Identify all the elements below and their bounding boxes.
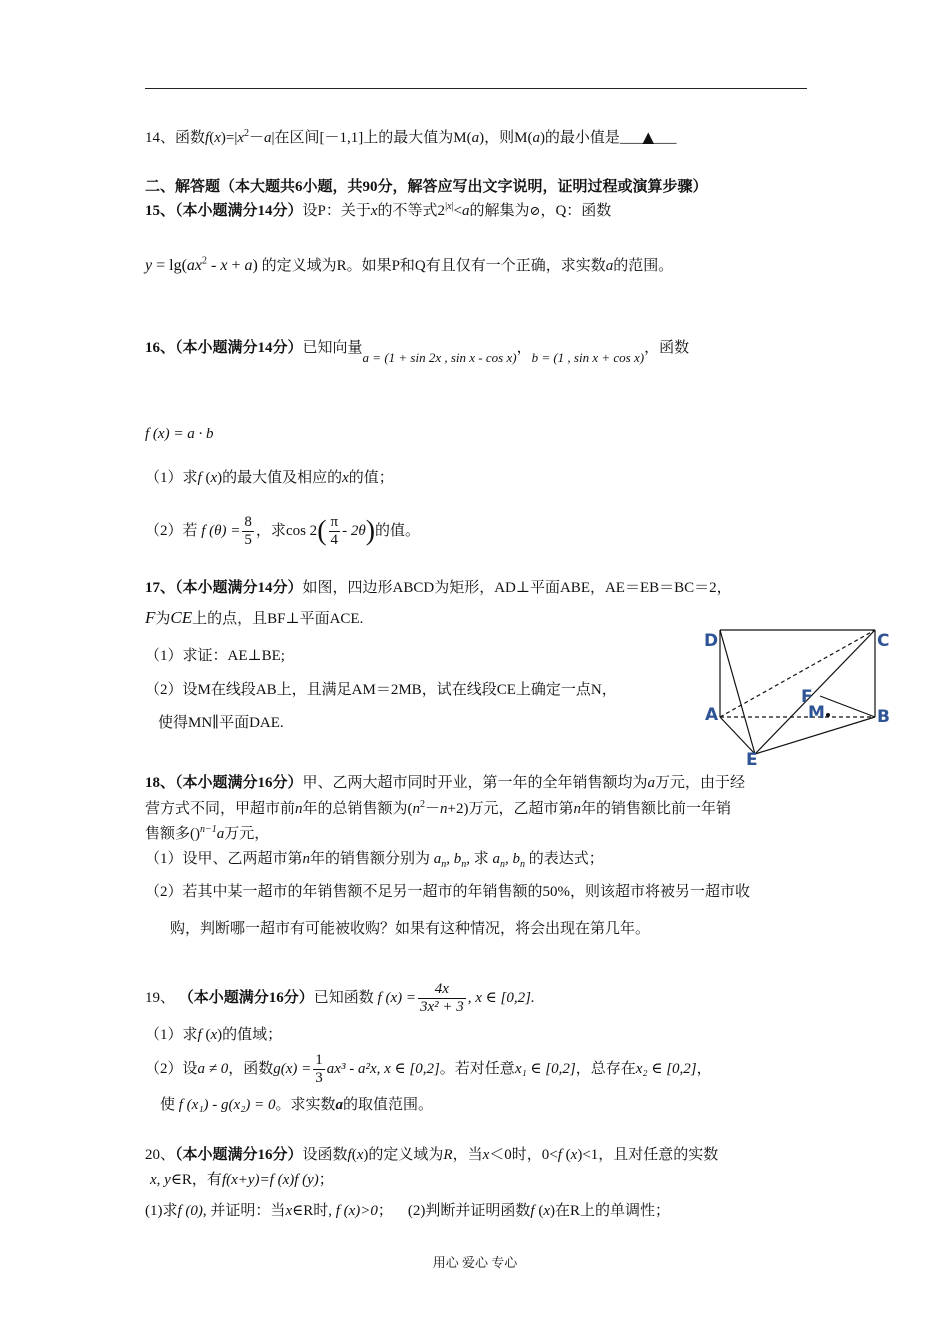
q19-gx: g(x) = [273, 1061, 312, 1077]
question-17 [145, 578, 732, 598]
q19-fx: f (x) = [377, 990, 416, 1006]
answer-blank-right: ___ [653, 130, 677, 146]
q18-p1-text: （1）设甲、乙两超市第 [145, 851, 303, 867]
q17-part1: （1）求证：AE⊥BE; [145, 648, 285, 664]
q15-line2-text-c: 的范围。 [613, 258, 674, 274]
q16-text: 已知向量 [302, 340, 363, 356]
answer-blank-left: ___ [619, 130, 643, 146]
q18-text: 甲、乙两大超市同时开业，第一年的全年销售额均为 [302, 775, 648, 791]
geometry-figure [700, 622, 900, 772]
q16-p1-text-b: 的最大值及相应的 [222, 470, 343, 486]
q16-p2-text-b: ，求 [255, 523, 286, 539]
vector-b: b = (1 , sin x + cos x) [531, 350, 645, 365]
q19-equation: f (x₁) - g(x₂) = 0 [178, 1097, 276, 1113]
q17-part2: （2）设M在线段AB上，且满足AM＝2MB，试在线段CE上确定一点N， [145, 682, 617, 698]
q16-part2: （2）若 f (θ) = $\frac{8}{5}$ ，求cos 2( $\frac{\pi}{4}$ - 2θ)的值。 [145, 514, 421, 549]
q17-f: F [145, 608, 156, 627]
fig-label-d: D [704, 631, 719, 651]
q19-part2-cont: 使 f (x₁) - g(x₂) = 0。求实数a的取值范围。 [160, 1097, 434, 1113]
fig-label-c: C [877, 631, 890, 651]
question-18: 18、（本小题满分16分）甲、乙两大超市同时开业，第一年的全年销售额均为a万元，由于经 [145, 775, 746, 791]
q20-p1-text-c: , 并证明：当 [202, 1203, 286, 1219]
q16-pi: π [330, 514, 339, 531]
q19-text: 已知函数 [313, 990, 374, 1006]
q15-text-b: 的不等式2 [377, 203, 446, 219]
q20-p2-text: (2)判断并证明函数 [407, 1203, 531, 1219]
q19-p2-text-e: ， [696, 1061, 712, 1077]
triangle-icon: ▲ [642, 128, 654, 146]
q14-text-d: )的最小值是 [539, 130, 620, 146]
q16-cos: cos 2 [285, 523, 318, 539]
q19-fraction [418, 981, 466, 1016]
fig-label-b: B [877, 707, 890, 727]
q19-numerator: 4x [418, 981, 466, 999]
q17-text: 如图，四边形ABCD为矩形，AD⊥平面ABE，AE＝EB＝BC＝2， [302, 580, 732, 596]
q20-f0: f (0) [177, 1203, 203, 1219]
q20-fx-positive: f (x)>0 [335, 1203, 378, 1219]
q16-function-def: f (x) = a · b [145, 426, 214, 442]
q18-part2: （2）若其中某一超市的年销售额不足另一超市的年销售额的50%，则该超市将被另一超市收 [145, 884, 750, 900]
q20-xy: x, y [150, 1172, 171, 1188]
q15-text-c: < [453, 203, 463, 219]
q17-line2-text-d: 上的点，且BF⊥平面ACE. [192, 611, 364, 627]
q20-equation: f(x+y)=f (x)f (y) [221, 1172, 319, 1188]
q18-line2-text-d: +2)万元，乙超市第 [447, 801, 574, 817]
q19-gx-rest: ax³ - a²x, x ∈ [0,2] [326, 1061, 440, 1077]
question-17-line2 [145, 608, 363, 629]
fig-label-m: M [808, 703, 825, 723]
q19-x2: x₂ ∈ [0,2] [635, 1061, 697, 1077]
q17-score: （本小题满分14分） [175, 580, 303, 596]
q19-part2 [145, 1050, 712, 1088]
q20-text-e: <1，且对任意的实数 [582, 1147, 719, 1163]
q15-text: 设P：关于 [302, 203, 371, 219]
question-20-line2 [150, 1170, 334, 1190]
q19-p2-text: （2）设 [145, 1061, 198, 1077]
q18-exponent: n−1 [200, 824, 217, 835]
question-16 [145, 338, 690, 365]
q19-x1: x₁ ∈ [0,2] [514, 1061, 576, 1077]
q15-text-d: 的解集为 [469, 203, 530, 219]
q19-one: 1 [315, 1052, 323, 1069]
q20-text-d: ＜0时，0< [489, 1147, 558, 1163]
q20-number: 20、 [145, 1147, 176, 1163]
q16-frac-num: 8 [244, 514, 252, 531]
fig-label-f: F [801, 687, 813, 707]
q18-p1-text-d: 的表达式； [528, 851, 604, 867]
q14-text: 14、函数 [145, 130, 206, 146]
q20-text: 设函数 [302, 1147, 348, 1163]
q15-line2-text: 的定义域为R。如果P和Q有且仅有一个正确，求实数 [261, 258, 606, 274]
q20-line2-text-d: ； [318, 1172, 334, 1188]
q20-p1-text-d: ∈R时, [292, 1203, 332, 1219]
q20-text-b: 的定义域为 [368, 1147, 444, 1163]
q14-text-c: )，则M( [479, 130, 533, 146]
q18-part1: （1）设甲、乙两超市第n年的销售额分别为 $a_n$, $b_n$, 求 $a_n$, $b_n$ 的表达式； [145, 851, 604, 870]
q16-minus-2theta: - 2θ [342, 523, 366, 539]
q17-ce: CE [170, 608, 193, 627]
q18-line2-text-e: 年的销售额比前一年销 [581, 801, 732, 817]
q14-text-b: 在区间[－1,1]上的最大值为M( [274, 130, 472, 146]
q16-p2-text-c: 的值。 [375, 523, 421, 539]
q19-p2-text-b: ，函数 [228, 1061, 274, 1077]
q20-parts: (1)求f (0), 并证明：当x∈R时, f (x)>0； (2)判断并证明函数f (x)在R上的单调性； [145, 1203, 671, 1219]
q19-line2-text-c: 的取值范围。 [343, 1097, 434, 1113]
q19-number: 19、 [145, 990, 176, 1006]
q18-text-b: 万元，由于经 [655, 775, 746, 791]
q17-line2-text: 为 [155, 611, 171, 627]
q19-p1-text-b: 的值域； [222, 1027, 283, 1043]
q15-score: （本小题满分14分） [175, 203, 303, 219]
q19-three: 3 [315, 1070, 323, 1087]
q16-frac-den: 5 [244, 532, 252, 549]
q16-fraction [242, 514, 254, 549]
q16-ftheta: f (θ) = [201, 523, 241, 539]
q18-line3-text: 售额多() [145, 826, 200, 842]
page-footer: 用心 爱心 专心 [432, 1255, 518, 1270]
vector-a: a = (1 + sin 2x , sin x - cos x) [362, 350, 517, 365]
q18-score: （本小题满分16分） [175, 775, 303, 791]
q18-line3-text-b: 万元， [224, 826, 270, 842]
q18-line2-text-b: 年的总销售额为( [302, 801, 413, 817]
q18-line2-text: 营方式不同，甲超市前 [145, 801, 296, 817]
q19-p2-text-d: ，总存在 [575, 1061, 636, 1077]
q19-condition: a ≠ 0 [197, 1061, 229, 1077]
question-15: 15、（本小题满分14分）设P：关于x的不等式$2^{|x|}<a$的解集为⊘，Q：函数 [145, 201, 612, 219]
q16-pi-fraction [329, 514, 341, 549]
q15-text-e: ，Q：函数 [540, 203, 612, 219]
question-15-line2: $y = \lg(ax^2 - x + a)$ 的定义域为R。如果P和Q有且仅有一个正确，求实数a的范围。 [145, 255, 674, 274]
question-18-line2: 营方式不同，甲超市前n年的总销售额为$(n^2-n+2)$万元，乙超市第n年的销售额比前一年销 [145, 799, 732, 817]
fig-label-e: E [746, 750, 758, 770]
q16-p1-text-c: 的值； [348, 470, 394, 486]
q15-number: 15、 [145, 203, 176, 219]
q19-line2-text-b: 。求实数 [275, 1097, 336, 1113]
q20-p2-text-b: 在R上的单调性； [555, 1203, 671, 1219]
q19-line2-text: 使 [160, 1097, 176, 1113]
q19-domain: , x ∈ [0,2]. [467, 990, 535, 1006]
q19-denominator: 3x² + 3 [419, 999, 464, 1016]
fig-label-a: A [705, 705, 719, 725]
q18-number: 18、 [145, 775, 176, 791]
q16-number: 16、 [145, 340, 176, 356]
q20-score: （本小题满分16分） [175, 1147, 303, 1163]
q18-part2-cont: 购，判断哪一超市有可能被收购？如果有这种情况，将会出现在第几年。 [170, 921, 651, 937]
q19-one-third [313, 1052, 325, 1087]
header-rule [145, 88, 807, 89]
question-18-line3: 售额多()$^{n-1}$a万元， [145, 824, 270, 842]
q16-p2-text: （2）若 [145, 523, 198, 539]
question-19 [145, 978, 535, 1018]
q19-p2-text-c: 。若对任意 [439, 1061, 515, 1077]
q20-text-c: ，当 [452, 1147, 483, 1163]
q17-part2-cont: 使得MN∥平面DAE. [158, 715, 284, 731]
q18-line2-text-c: － [425, 801, 441, 817]
q20-line2-text: ∈R，有 [170, 1172, 222, 1188]
q18-p1-text-b: 年的销售额分别为 [310, 851, 431, 867]
q16-score: （本小题满分14分） [175, 340, 303, 356]
q15-formula: $y = \lg(ax^2 - x + a)$ [145, 255, 258, 274]
q20-p1-text-f: ； [377, 1203, 393, 1219]
q16-text-end: ，函数 [644, 340, 690, 356]
q16-p1-text: （1）求 [145, 470, 198, 486]
q19-part1: （1）求f (x)的值域； [145, 1027, 283, 1043]
section-heading: 二、解答题（本大题共6小题，共90分，解答应写出文字说明，证明过程或演算步骤） [145, 179, 708, 195]
q16-sep: ， [516, 340, 532, 356]
q16-part1: （1）求f (x)的最大值及相应的x的值； [145, 470, 394, 486]
q20-p1-text: (1)求 [145, 1203, 178, 1219]
empty-set-symbol: ⊘ [529, 203, 541, 218]
q16-four: 4 [330, 532, 339, 549]
q17-number: 17、 [145, 580, 176, 596]
q18-p1-text-c: 求 [473, 851, 489, 867]
q19-p1-text: （1）求 [145, 1027, 198, 1043]
question-20: 20、（本小题满分16分）设函数f(x)的定义域为R，当x＜0时，0<f (x)<1，且对任意的实数 [145, 1147, 719, 1163]
question-14: 14、函数$f(x)=|x^2-a|$在区间[－1,1]上的最大值为M(a)，则M(a)的最小值是___▲___ [145, 128, 677, 146]
q19-score: （本小题满分16分） [178, 990, 314, 1006]
